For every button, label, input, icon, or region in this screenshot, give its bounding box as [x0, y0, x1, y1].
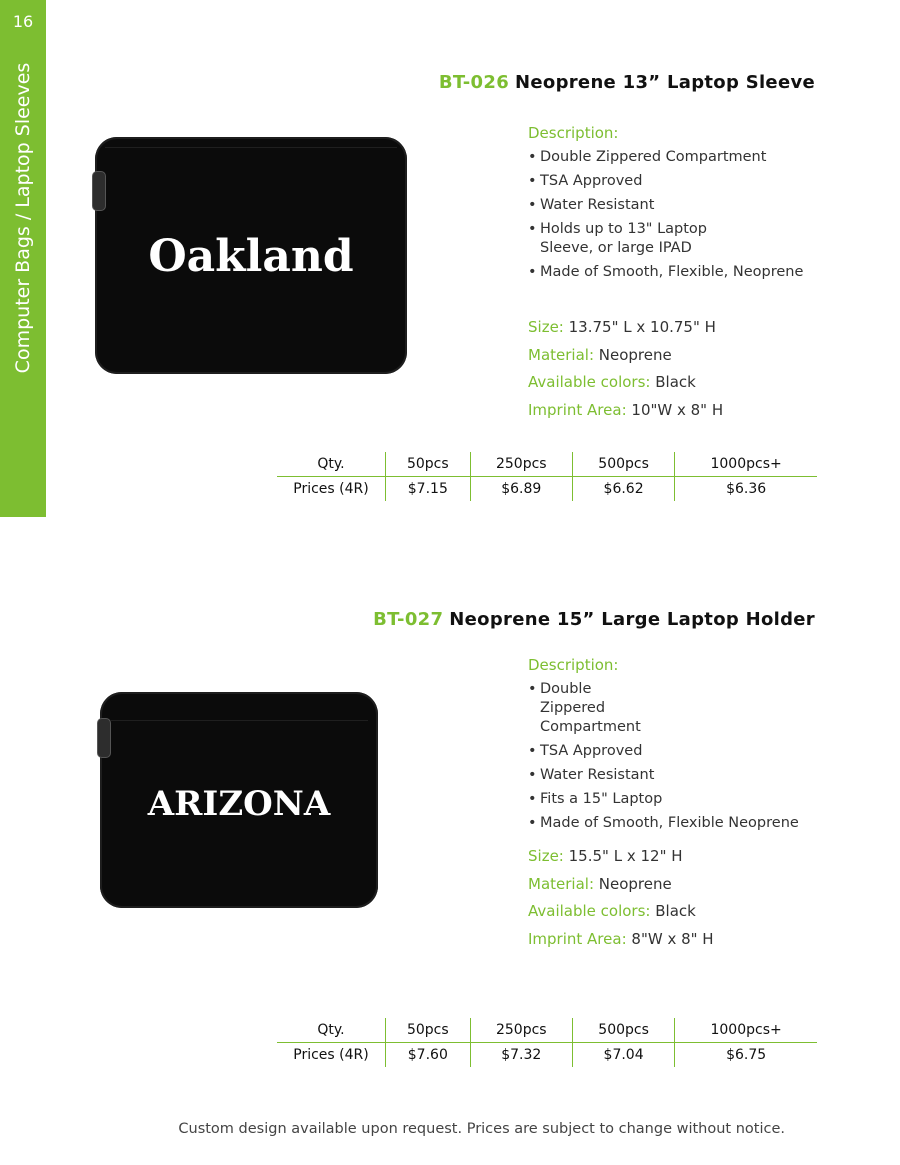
price-row [277, 1043, 817, 1068]
product-description [528, 656, 828, 838]
price-cell: $7.15 [386, 477, 471, 502]
spec-size: Size: 15.5" L x 12" H [528, 847, 683, 865]
price-cell: $6.89 [470, 477, 572, 502]
footer-note: Custom design available upon request. Prices are subject to change without notice. [178, 1121, 785, 1137]
feature-item: • TSA Approved [528, 172, 828, 191]
product-specs [528, 843, 714, 953]
spec-imprint-area: Imprint Area: 8"W x 8" H [528, 929, 714, 948]
spec-colors: Available colors: Black [528, 373, 696, 391]
section-label: Computer Bags / Laptop Sleeves [12, 62, 34, 374]
price-cell: $7.60 [386, 1043, 471, 1068]
price-label: Prices (4R) [293, 481, 369, 497]
feature-item: • Water Resistant [528, 766, 828, 785]
feature-item: • TSA Approved [528, 742, 828, 761]
feature-list [528, 680, 828, 833]
imprint-text: Oakland [148, 231, 354, 282]
qty-label: Qty. [277, 452, 386, 477]
product-image-laptop-sleeve [95, 137, 407, 374]
description-heading: Description: [528, 124, 619, 142]
price-label: Prices (4R) [293, 1047, 369, 1063]
feature-list [528, 148, 828, 282]
price-table [277, 1018, 817, 1067]
price-cell: $7.32 [470, 1043, 572, 1068]
price-row [277, 477, 817, 502]
qty-cell: 250pcs [470, 452, 572, 477]
product-image-laptop-holder [100, 692, 378, 908]
product-name: Neoprene 15” Large Laptop Holder [449, 609, 815, 630]
spec-size: Size: 13.75" L x 10.75" H [528, 318, 716, 336]
zipper-pull-icon [92, 171, 106, 211]
feature-item: • Water Resistant [528, 196, 828, 215]
product-specs [528, 314, 723, 424]
product-code: BT-026 [438, 72, 510, 93]
product-name: Neoprene 13” Laptop Sleeve [515, 72, 815, 93]
seam-line [105, 147, 397, 148]
qty-cell: 250pcs [470, 1018, 572, 1043]
feature-item: • Fits a 15" Laptop [528, 790, 828, 809]
spec-imprint-area: Imprint Area: 10"W x 8" H [528, 400, 724, 419]
product-title [439, 72, 815, 93]
qty-row [277, 1018, 817, 1043]
spec-colors: Available colors: Black [528, 902, 696, 920]
qty-cell: 1000pcs+ [675, 1018, 817, 1043]
price-cell: $6.62 [572, 477, 674, 502]
description-heading: Description: [528, 656, 619, 674]
product-code: BT-027 [373, 609, 444, 630]
qty-row [277, 452, 817, 477]
feature-item: • Double Zippered Compartment [528, 680, 660, 737]
price-cell: $7.04 [572, 1043, 674, 1068]
qty-cell: 500pcs [572, 452, 674, 477]
price-cell: $6.75 [675, 1043, 817, 1068]
page-number: 16 [12, 12, 34, 31]
qty-cell: 500pcs [572, 1018, 674, 1043]
imprint-text: ARIZONA [147, 784, 331, 824]
price-table [277, 452, 817, 501]
zipper-pull-icon [97, 718, 111, 758]
qty-cell: 50pcs [386, 452, 471, 477]
qty-cell: 50pcs [386, 1018, 471, 1043]
spec-material: Material: Neoprene [528, 345, 672, 364]
price-cell: $6.36 [675, 477, 817, 502]
feature-item: • Double Zippered Compartment [528, 148, 828, 167]
section-sidebar [0, 0, 46, 517]
spec-material: Material: Neoprene [528, 874, 672, 893]
feature-item: • Made of Smooth, Flexible Neoprene [528, 814, 828, 833]
product-description [528, 124, 828, 287]
qty-label: Qty. [277, 1018, 386, 1043]
feature-item: • Holds up to 13" Laptop Sleeve, or large IPAD [528, 220, 755, 258]
seam-line [110, 720, 368, 721]
product-title [373, 609, 815, 630]
qty-cell: 1000pcs+ [675, 452, 817, 477]
feature-item: • Made of Smooth, Flexible, Neoprene [528, 263, 828, 282]
